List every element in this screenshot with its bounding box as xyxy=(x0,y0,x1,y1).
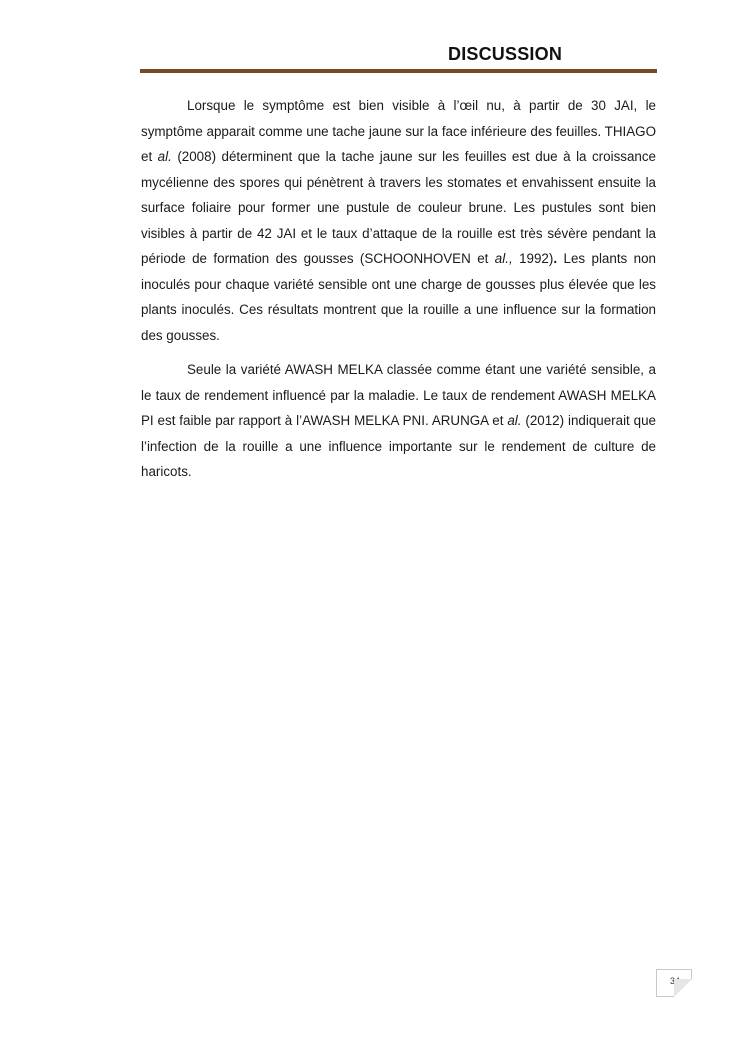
paragraph-1-text: Les plants non inoculés pour chaque variété sensible ont une charge de gousses plus élevée que les plants inoculés. Ces résultats montrent que la rouille a une influence sur la formation des gousses. xyxy=(141,251,656,343)
paragraph-1-text: (2008) déterminent que la tache jaune sur les feuilles est due à la croissance mycélienne des spores qui pénètrent à travers les stomates et envahissent ensuite la surface foliaire pour former une pustule de couleur brune. Les pustules sont bien visibles à partir de 42 JAI et le taux d’attaque de la rouille est très sévère pendant la période de formation des gousses (SCHOONHOVEN et xyxy=(141,149,656,266)
citation-etal: al. xyxy=(157,149,172,164)
paragraph-1-text: 1992) xyxy=(512,251,554,266)
page-number-box xyxy=(656,969,692,997)
section-title: DISCUSSION xyxy=(448,44,563,64)
discussion-body xyxy=(141,93,656,485)
paragraph-1 xyxy=(141,93,656,348)
paragraph-2-text: (2012) indiquerait que l’infection de la rouille a une influence importante sur le rendement de culture de haricots. xyxy=(141,413,657,479)
paragraph-2-text: Seule la variété AWASH MELKA classée comme étant une variété sensible, a le taux de rendement influencé par la maladie. Le taux de rendement AWASH MELKA PI est faible par rapport à l’AWASH MELKA PNI. ARUNGA et xyxy=(141,362,656,428)
page-curl-icon xyxy=(674,979,692,997)
citation-etal: al. xyxy=(507,413,522,428)
paragraph-2 xyxy=(141,357,656,485)
citation-etal: al., xyxy=(494,251,513,266)
bold-period: . xyxy=(553,251,558,266)
paragraph-1-text: Lorsque le symptôme est bien visible à l’œil nu, à partir de 30 JAI, le symptôme apparait comme une tache jaune sur la face inférieure des feuilles. THIAGO et xyxy=(141,98,656,164)
page-number: 34 xyxy=(669,976,680,986)
header-divider xyxy=(140,69,657,73)
